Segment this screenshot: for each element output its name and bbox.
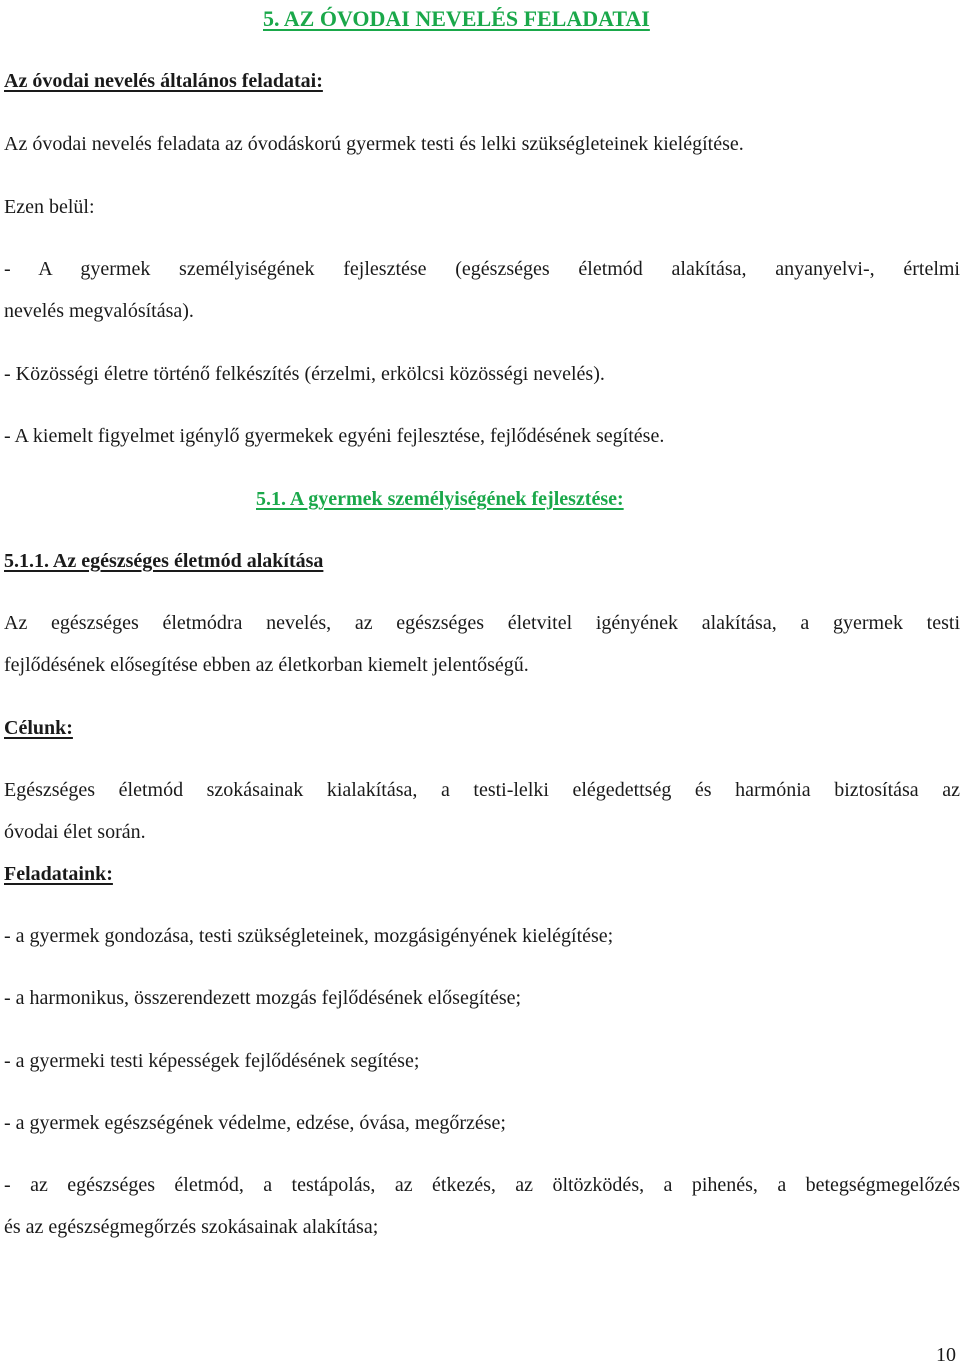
list-item-personality-line1: - A gyermek személyiségének fejlesztése (egészséges életmód alakítása, anyanyelvi-, értelmi (4, 258, 960, 280)
general-tasks-heading: Az óvodai nevelés általános feladatai: (4, 70, 323, 92)
tasks-heading: Feladataink: (4, 863, 113, 885)
health-paragraph-line1: Az egészséges életmódra nevelés, az egészséges életvitel igényének alakítása, a gyermek testi (4, 612, 960, 634)
task-item-4: - a gyermek egészségének védelme, edzése, óvása, megőrzése; (4, 1112, 506, 1134)
subsubsection-title: 5.1.1. Az egészséges életmód alakítása (4, 550, 324, 572)
page-number: 10 (936, 1344, 956, 1366)
within-label: Ezen belül: (4, 196, 95, 218)
list-item-personality-line2: nevelés megvalósítása). (4, 300, 194, 322)
task-item-1: - a gyermek gondozása, testi szükségleteinek, mozgásigényének kielégítése; (4, 925, 614, 947)
goal-heading: Célunk: (4, 717, 73, 739)
task-item-5-line2: és az egészségmegőrzés szokásainak alakítása; (4, 1216, 379, 1238)
list-item-special-needs: - A kiemelt figyelmet igénylő gyermekek egyéni fejlesztése, fejlődésének segítése. (4, 425, 665, 447)
task-item-2: - a harmonikus, összerendezett mozgás fejlődésének elősegítése; (4, 987, 522, 1009)
list-item-community: - Közösségi életre történő felkészítés (érzelmi, erkölcsi közösségi nevelés). (4, 363, 605, 385)
task-item-5-line1: - az egészséges életmód, a testápolás, az étkezés, az öltözködés, a pihenés, a betegségmegelőzés (4, 1174, 960, 1196)
task-item-3: - a gyermeki testi képességek fejlődésének segítése; (4, 1050, 420, 1072)
general-tasks-text: Az óvodai nevelés feladata az óvodáskorú gyermek testi és lelki szükségleteinek kielégítése. (4, 133, 744, 155)
goal-text-line1: Egészséges életmód szokásainak kialakítása, a testi-lelki elégedettség és harmónia biztosítása az (4, 779, 960, 801)
subsection-title: 5.1. A gyermek személyiségének fejlesztése: (256, 488, 624, 510)
goal-text-line2: óvodai élet során. (4, 821, 146, 843)
health-paragraph-line2: fejlődésének elősegítése ebben az életkorban kiemelt jelentőségű. (4, 654, 529, 676)
section-title: 5. AZ ÓVODAI NEVELÉS FELADATAI (263, 6, 650, 31)
